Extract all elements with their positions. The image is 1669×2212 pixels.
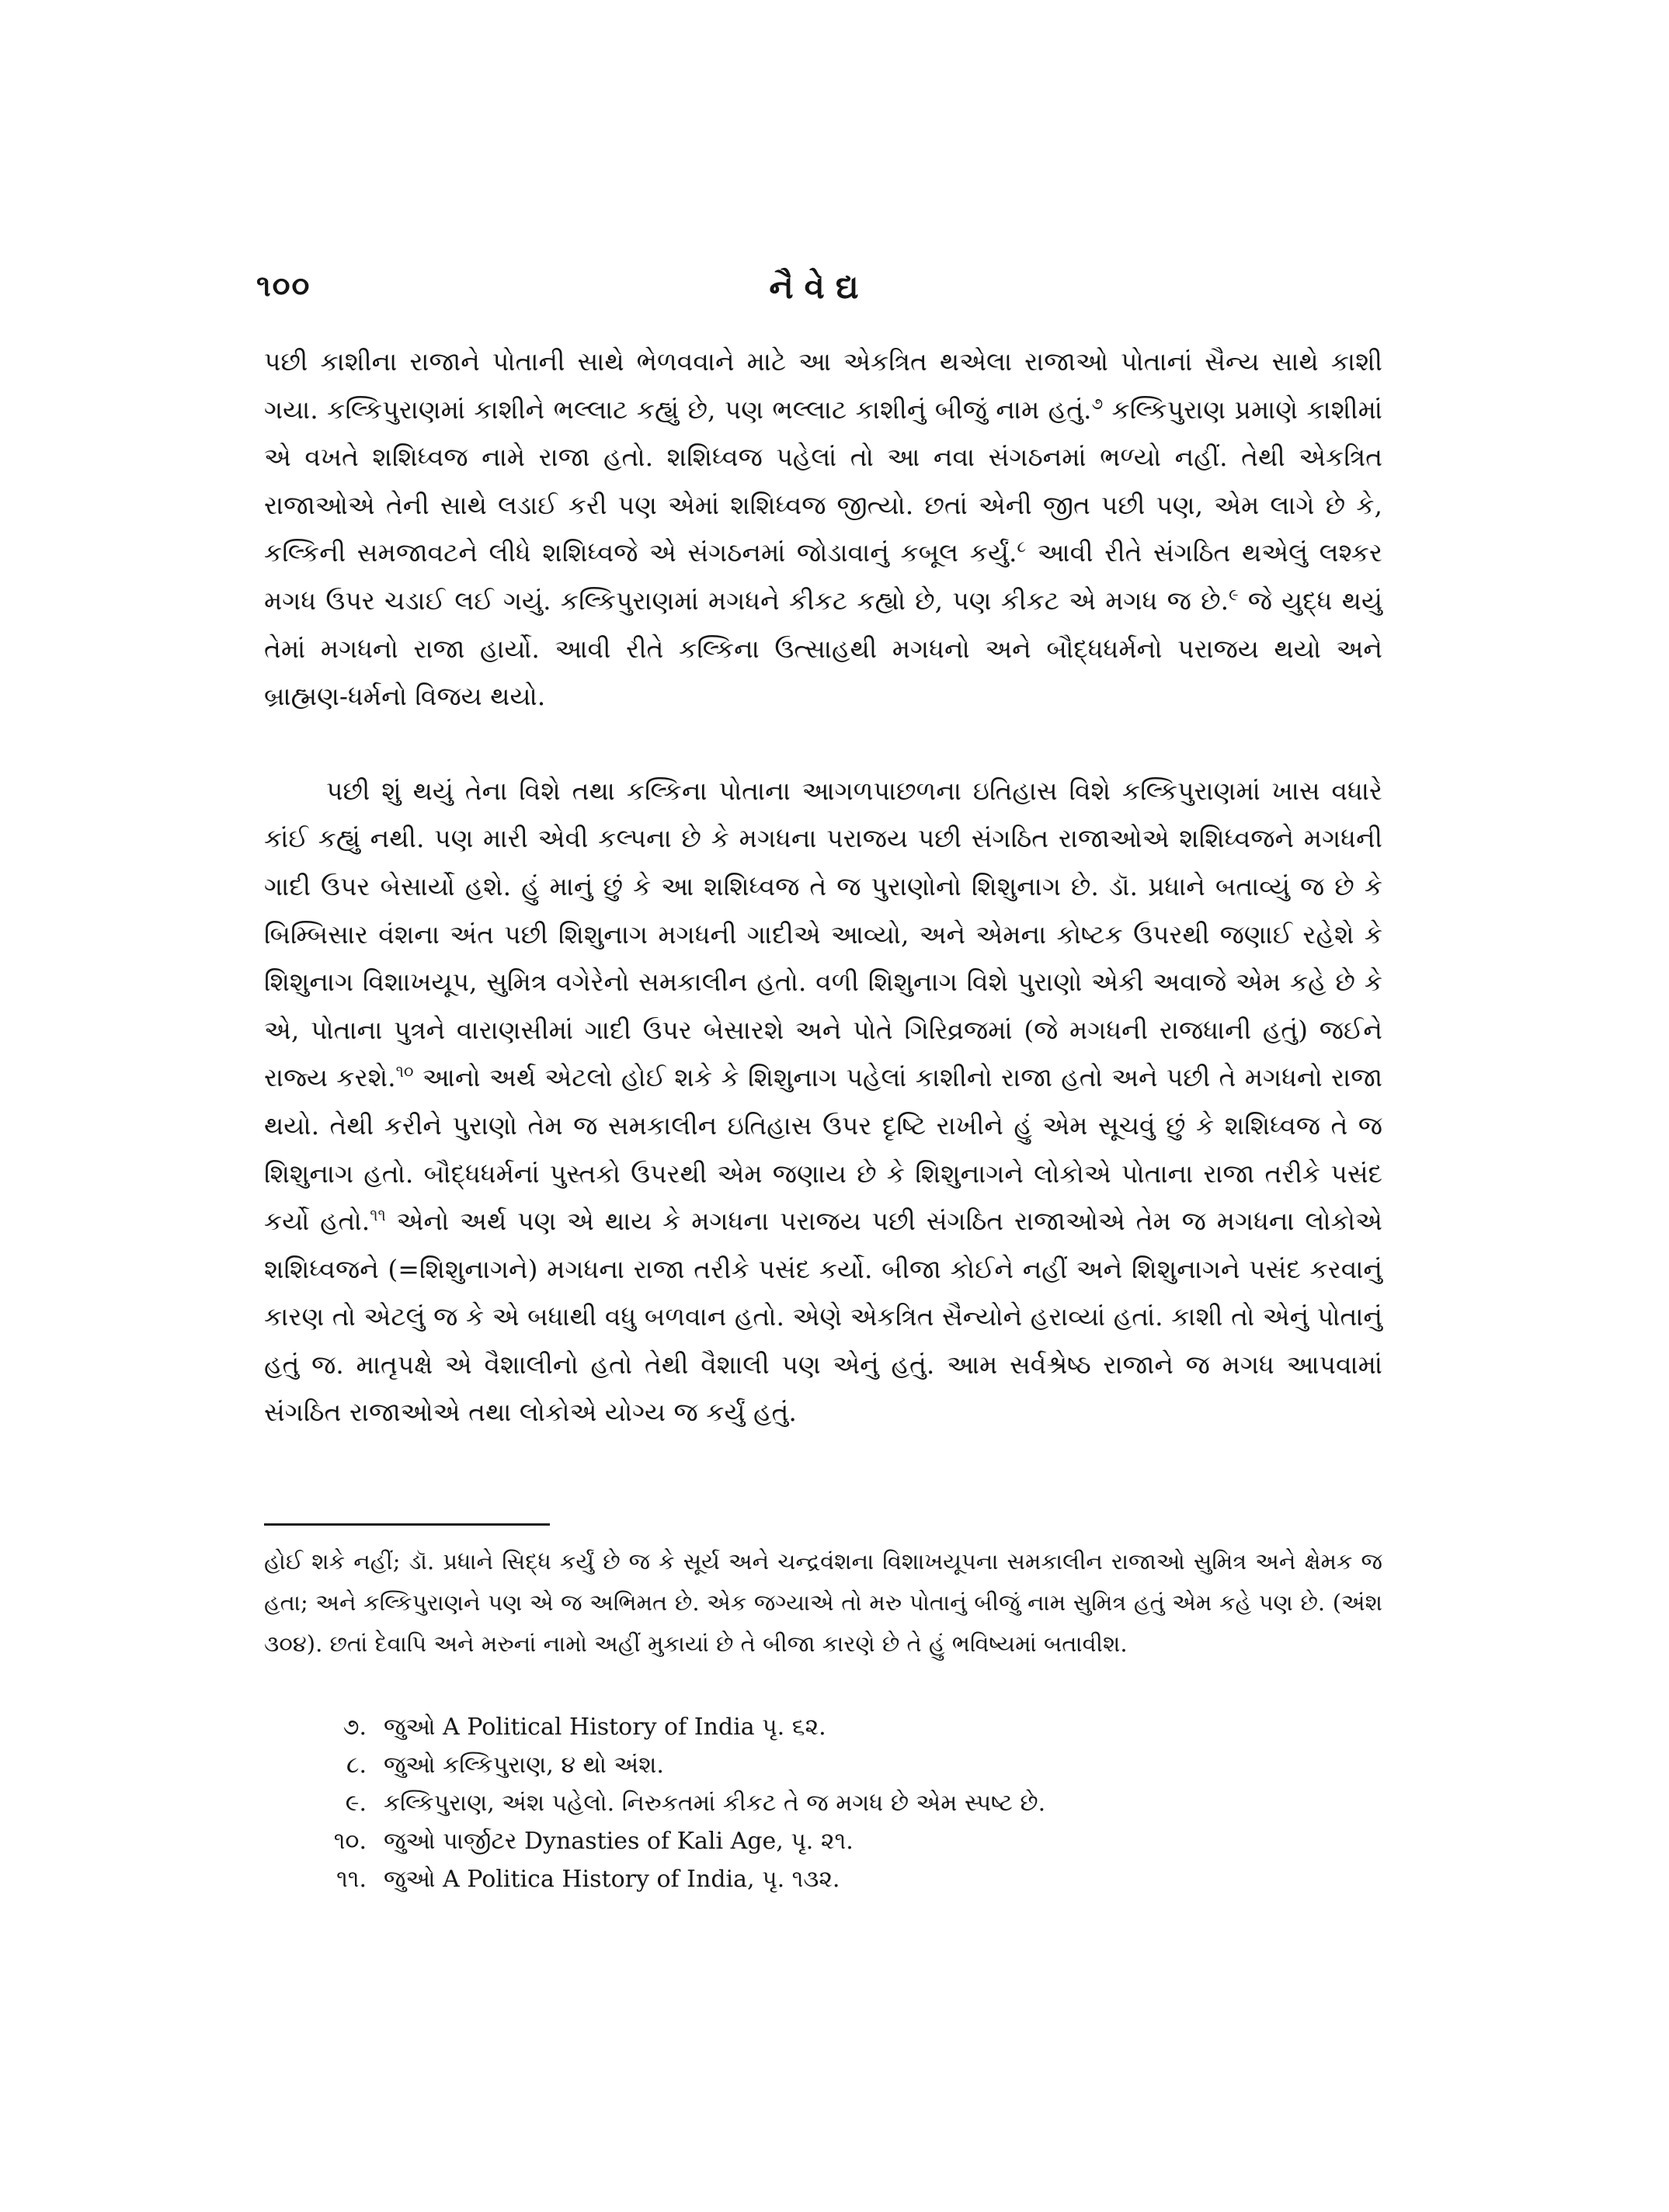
- footnote-text: જુઓ પાર્જીટર Dynasties of Kali Age, પૃ. ૨૧.: [384, 1828, 854, 1855]
- footnote-number: ૭.: [342, 1714, 367, 1741]
- paragraph: [264, 338, 1382, 721]
- footnote-marker: ૧૧: [370, 1206, 386, 1225]
- paragraph-text: આનો અર્થ એટલો હોઈ શકે કે શિશુનાગ પહેલાં કાશીનો રાજા હતો અને પછી તે મગધનો રાજા થયો. તેથી કરીને પુરાણો તેમ જ સમકાલીન ઇતિહાસ ઉપર દૃષ્ટિ રાખીને હું એમ સૂચવું છું કે શશિધ્વજ તે જ શિશુનાગ હતો. બૌદ્ધધર્મનાં પુસ્તકો ઉપરથી એમ જણાય છે કે શિશુનાગને લોકોએ પોતાના રાજા તરીકે પસંદ કર્યો હતો.: [264, 1062, 1382, 1237]
- footnote-number: ૧૦.: [333, 1828, 367, 1855]
- paragraph-text: આવી રીતે સંગઠિત થએલું લશ્કર મગધ ઉપર ચડાઈ લઈ ગયું. કલ્કિપુરાણમાં મગધને કીકટ કહ્યો છે, પણ કીકટ એ મગધ જ છે.: [264, 537, 1382, 616]
- page-header: [256, 268, 1382, 314]
- footnote-text: જુઓ કલ્કિપુરાણ, ૪ થો અંશ.: [384, 1752, 664, 1779]
- footnote-item: [311, 1822, 1398, 1860]
- footnote-item: [311, 1784, 1398, 1822]
- footnote-text: જુઓ A Politica History of India, પૃ. ૧૩૨.: [384, 1866, 840, 1893]
- footnote-marker: ૭: [1091, 394, 1104, 413]
- footnote-number: ૧૧.: [336, 1866, 367, 1893]
- page-number: ૧૦૦: [256, 268, 311, 303]
- footnote-marker: ૯: [1229, 585, 1239, 604]
- footnote-text: જુઓ A Political History of India પૃ. ૬૨.: [384, 1714, 826, 1741]
- paragraph: [264, 767, 1382, 1436]
- footnote-marker: ૮: [1017, 537, 1027, 557]
- paragraph-text: એનો અર્થ પણ એ થાય કે મગધના પરાજય પછી સંગઠિત રાજાઓએ તેમ જ મગધના લોકોએ શશિધ્વજને (=શિશુનાગને) મગધના રાજા તરીકે પસંદ કર્યો. બીજા કોઈને નહીં અને શિશુનાગને પસંદ કરવાનું કારણ તો એટલું જ કે એ બધાથી વધુ બળવાન હતો. એણે એકત્રિત સૈન્યોને હરાવ્યાં હતાં. કાશી તો એનું પોતાનું હતું જ. માતૃપક્ષે એ વૈશાલીનો હતો તેથી વૈશાલી પણ એનું હતું. આમ સર્વશ્રેષ્ઠ રાજાને જ મગધ આપવામાં સંગઠિત રાજાઓએ તથા લોકોએ યોગ્ય જ કર્યું હતું.: [264, 1206, 1382, 1428]
- paragraph-text: પછી શું થયું તેના વિશે તથા કલ્કિના પોતાના આગળપાછળના ઇતિહાસ વિશે કલ્કિપુરાણમાં ખાસ વધારે કાંઈ કહ્યું નથી. પણ મારી એવી કલ્પના છે કે મગધના પરાજય પછી સંગઠિત રાજાઓએ શશિધ્વજને મગધની ગાદી ઉપર બેસાર્યો હશે. હું માનું છું કે આ શશિધ્વજ તે જ પુરાણોનો શિશુનાગ છે. ડૉ. પ્રધાને બતાવ્યું જ છે કે બિમ્બિસાર વંશના અંત પછી શિશુનાગ મગધની ગાદીએ આવ્યો, અને એમના કોષ્ટક ઉપરથી જણાઈ રહેશે કે શિશુનાગ વિશાખયૂપ, સુમિત્ર વગેરેનો સમકાલીન હતો. વળી શિશુનાગ વિશે પુરાણો એકી અવાજે એમ કહે છે કે એ, પોતાના પુત્રને વારાણસીમાં ગાદી ઉપર બેસારશે અને પોતે ગિરિવ્રજમાં (જે મગધની રાજધાની હતું) જઈને રાજ્ય કરશે.: [264, 775, 1382, 1093]
- paragraph-text: કલ્કિપુરાણ પ્રમાણે કાશીમાં એ વખતે શશિધ્વજ નામે રાજા હતો. શશિધ્વજ પહેલાં તો આ નવા સંગઠનમાં ભળ્યો નહીં. તેથી એકત્રિત રાજાઓએ તેની સાથે લડાઈ કરી પણ એમાં શશિધ્વજ જીત્યો. છતાં એની જીત પછી પણ, એમ લાગે છે કે, કલ્કિની સમજાવટને લીધે શશિધ્વજે એ સંગઠનમાં જોડાવાનું કબૂલ કર્યું.: [264, 394, 1382, 568]
- footnote-number: ૮.: [346, 1752, 367, 1779]
- footnote-divider: [264, 1523, 550, 1526]
- footnote-list: [311, 1708, 1398, 1898]
- footnote-number: ૯.: [345, 1790, 367, 1817]
- footnote-text: હોઈ શકે નહીં; ડૉ. પ્રધાને સિદ્ધ કર્યું છે જ કે સૂર્ય અને ચન્દ્રવંશના વિશાખયૂપના સમકાલીન રાજાઓ સુમિત્ર અને ક્ષેમક જ હતા; અને કલ્કિપુરાણને પણ એ જ અભિમત છે. એક જગ્યાએ તો મરુ પોતાનું બીજું નામ સુમિત્ર હતું એમ કહે પણ છે. (અંશ ૩૦૪). છતાં દેવાપિ અને મરુનાં નામો અહીં મુકાયાં છે તે બીજા કારણે છે તે હું ભવિષ્યમાં બતાવીશ.: [264, 1548, 1382, 1657]
- footnote-item: [311, 1860, 1398, 1898]
- body-text: [264, 338, 1382, 1436]
- footnote-item: [311, 1708, 1398, 1746]
- footnote-continuation: [264, 1541, 1382, 1665]
- footnote-marker: ૧૦: [395, 1062, 414, 1082]
- footnote-text: કલ્કિપુરાણ, અંશ પહેલો. નિરુકતમાં કીકટ તે જ મગધ છે એમ સ્પષ્ટ છે.: [384, 1790, 1046, 1817]
- paragraph-text: પછી કાશીના રાજાને પોતાની સાથે ભેળવવાને માટે આ એકત્રિત થએલા રાજાઓ પોતાનાં સૈન્ય સાથે કાશી ગયા. કલ્કિપુરાણમાં કાશીને ભલ્લાટ કહ્યું છે, પણ ભલ્લાટ કાશીનું બીજું નામ હતું.: [264, 346, 1382, 425]
- footnote-item: [311, 1746, 1398, 1784]
- running-head: નૈવેદ્ય: [769, 268, 870, 306]
- paragraph-text: જે યુદ્ધ થયું તેમાં મગધનો રાજા હાર્યો. આવી રીતે કલ્કિના ઉત્સાહથી મગધનો અને બૌદ્ધધર્મનો પરાજય થયો અને બ્રાહ્મણ-ધર્મનો વિજય થયો.: [264, 585, 1382, 712]
